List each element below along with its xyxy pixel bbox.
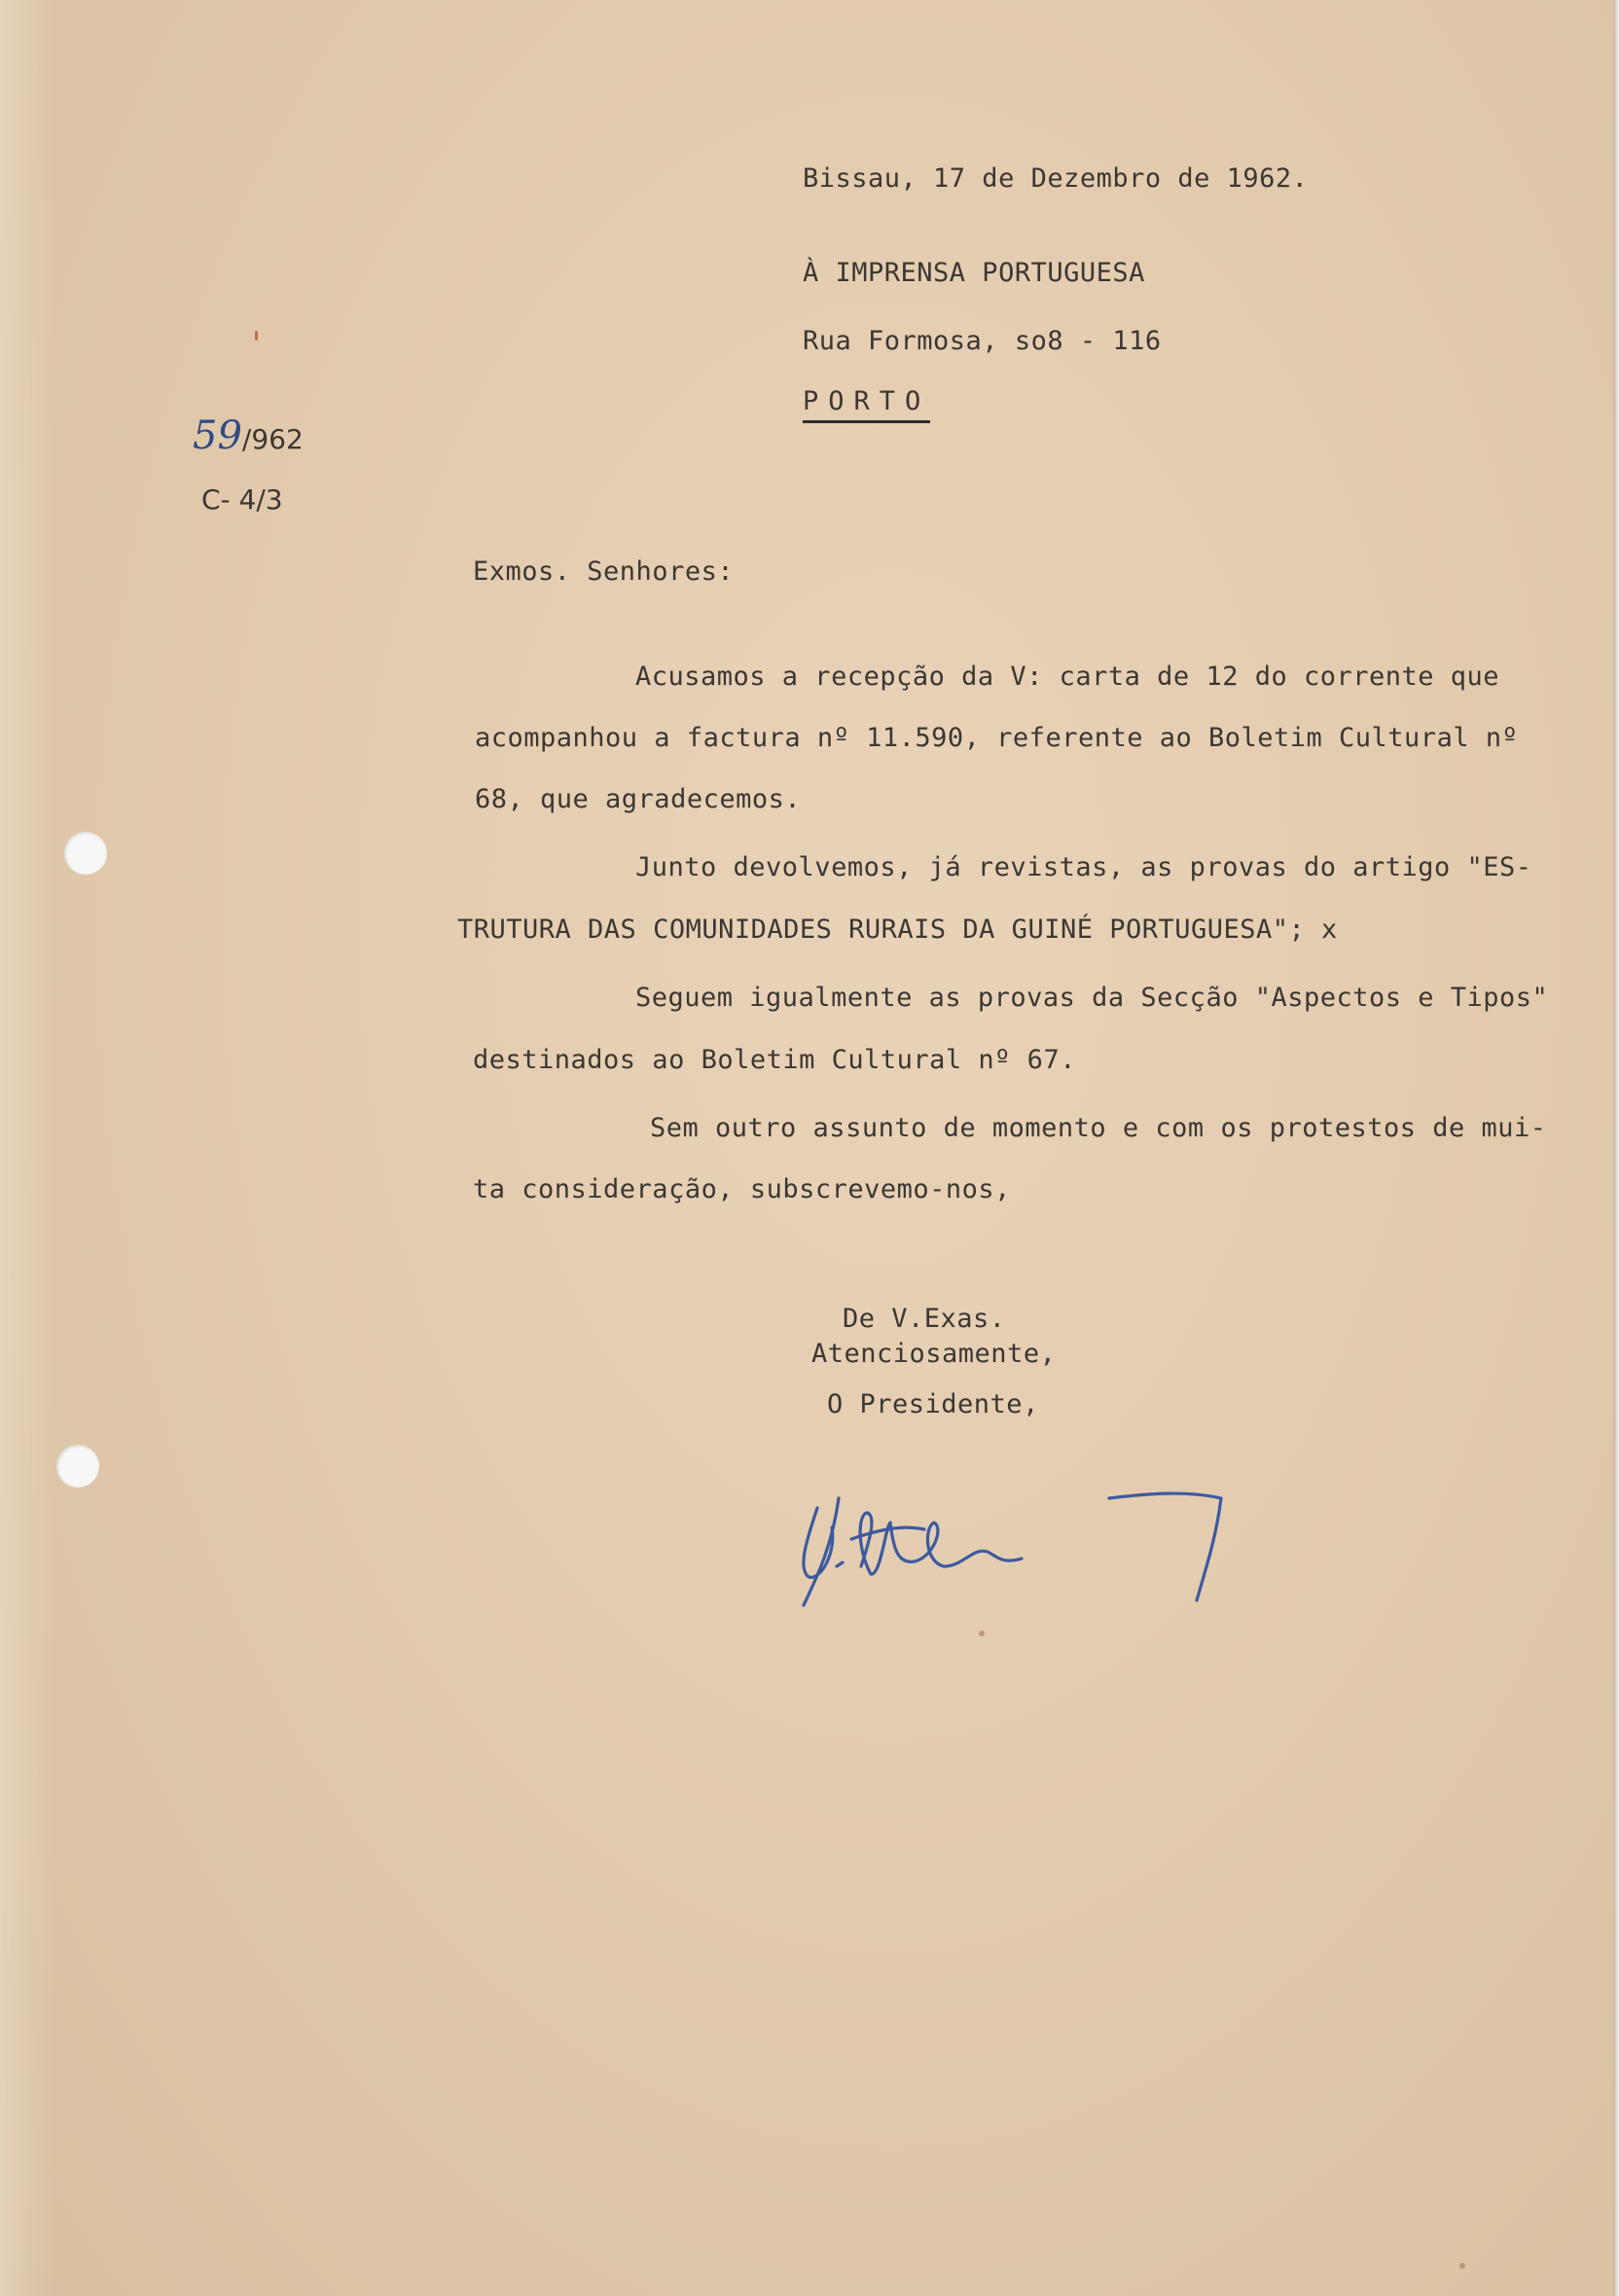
body-line: TRUTURA DAS COMUNIDADES RURAIS DA GUINÉ PORTUGUESA"; x — [457, 915, 1338, 945]
signature-icon — [778, 1469, 1245, 1625]
salutation: Exmos. Senhores: — [473, 556, 735, 587]
body-line: Junto devolvemos, já revistas, as provas do artigo "ES- — [635, 852, 1532, 882]
paper-spot — [979, 1631, 985, 1636]
recipient-address: Rua Formosa, so8 - 116 — [803, 326, 1162, 356]
body-line: Seguem igualmente as provas da Secção "Aspectos e Tipos" — [635, 983, 1549, 1013]
recipient-name: À IMPRENSA PORTUGUESA — [803, 258, 1145, 288]
body-line: Sem outro assunto de momento e com os protestos de mui- — [650, 1113, 1547, 1143]
closing-line: O Presidente, — [827, 1389, 1039, 1419]
paper-edge — [1613, 0, 1619, 2296]
body-line: ta consideração, subscrevemo-nos, — [473, 1174, 1011, 1204]
date-line: Bissau, 17 de Dezembro de 1962. — [803, 163, 1309, 194]
reference-code: C- 4/3 — [201, 484, 283, 516]
paper-fold-shadow — [0, 0, 68, 2296]
punch-hole-icon — [64, 832, 107, 875]
recipient-city: PORTO — [803, 386, 930, 423]
closing-line: Atenciosamente, — [811, 1339, 1057, 1369]
paper-mark — [255, 331, 258, 341]
body-line: acompanhou a factura nº 11.590, referente ao Boletim Cultural nº — [475, 723, 1519, 753]
reference-number-typed: /962 — [241, 423, 304, 455]
body-line: Acusamos a recepção da V: carta de 12 do corrente que — [635, 662, 1500, 692]
reference-number — [193, 413, 304, 458]
punch-hole-icon — [56, 1445, 99, 1488]
body-line: 68, que agradecemos. — [475, 784, 802, 814]
reference-number-handwritten: 59 — [193, 413, 242, 458]
closing-line: De V.Exas. — [843, 1304, 1006, 1334]
paper-spot — [1459, 2263, 1465, 2269]
body-line: destinados ao Boletim Cultural nº 67. — [473, 1045, 1076, 1075]
